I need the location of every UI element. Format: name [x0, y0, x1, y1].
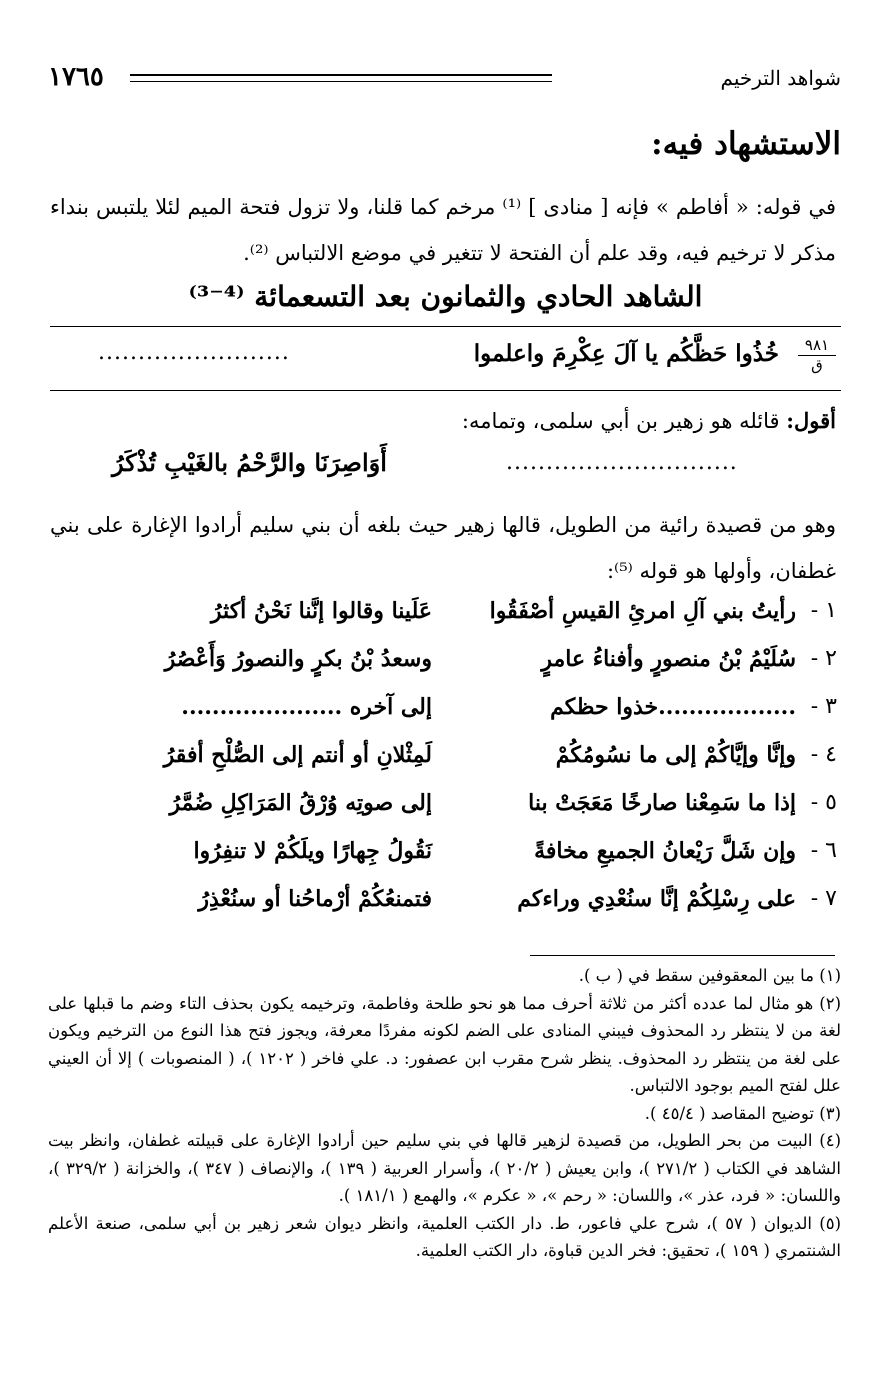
verse-row	[0, 598, 891, 644]
witness-number-bottom: ق	[811, 356, 823, 374]
footnote: (٤) البيت من بحر الطويل، من قصيدة لزهير قالها في بني سليم حين أرادوا الإغارة على قبيلته غطفان، وانظر بيت الشاهد في الكتاب ( ٢٧١/٢ )، وابن يعيش ( ٢٠/٢ )، وأسرار العربية ( ١٣٩ )، والإنصاف ( ٣٤٧ )، والخزانة ( ٣٢٩/٢ )، واللسان: « فرد، عذر »، واللسان: « رحم »، « عكرم »، والهمع ( ١٨١/١ ).	[48, 1131, 841, 1205]
witness-top-rule	[50, 326, 841, 327]
running-title: شواهد الترخيم	[720, 66, 841, 90]
witness-title: الشاهد الحادي والثمانون بعد التسعمائة ⁽⁴⁻³⁾	[188, 280, 703, 313]
verse-second-hemistich: نَقُولُ جِهارًا ويلَكُمْ لا تنفِرُوا	[193, 838, 432, 864]
verse-second-hemistich: وسعدُ بْنُ بكرٍ والنصورُ وَأَعْصُرُ	[164, 646, 432, 672]
verse-row	[0, 646, 891, 692]
footnotes	[48, 962, 841, 1265]
footnote: (٢) هو مثال لما عدده أكثر من ثلاثة أحرف مما هو نحو طلحة وفاطمة، وترخيمه يكون بحذف التاء وضم ما قبلها على لغة من لا ينتظر رد المحذوف فيبني المنادى على الضم لكونه مفردًا معرفة، ويجوز فتح هذا النوع من الترخيم ويكون على لغة من ينتظر رد المحذوف. ينظر شرح مقرب ابن عصفور: د. علي فاخر ( ١٢٠٢ )، ( المنصوبات ) إلا أن العيني علل لفتح الميم بوجود الالتباس.	[48, 993, 841, 1095]
verse-completion: أَوَاصِرَنَا والرَّحْمُ بالغَيْبِ تُذْكَرُ	[112, 448, 387, 477]
footnote-separator	[530, 955, 835, 956]
verse-second-hemistich: لَمِثْلانِ أو أنتم إلى الصُّلْحِ أفقرُ	[163, 742, 432, 768]
footnote: (١) ما بين المعقوفين سقط في ( ب ).	[578, 966, 841, 985]
verse-first-hemistich: إذا ما سَمِعْنا صارخًا مَعَجَتْ بنا	[528, 790, 796, 816]
verse-number: ٤ -	[810, 742, 837, 767]
verse-second-hemistich: فتمنعُكُمْ أرْماحُنا أو سنُعْذِرُ	[198, 886, 432, 912]
intro-label: أقول:	[786, 408, 836, 433]
verse-second-hemistich: إلى آخره .....................	[181, 694, 432, 720]
witness-verse: خُذُوا حَظَّكُم يا آلَ عِكْرِمَ واعلموا	[473, 340, 779, 367]
verse-number: ٢ -	[810, 646, 837, 671]
header-rule	[130, 74, 552, 76]
verse-number: ٦ -	[810, 838, 837, 863]
intro-text: قائله هو زهير بن أبي سلمى، وتمامه:	[461, 409, 787, 433]
section-paragraph: في قوله: « أفاطم » فإنه [ منادى ] ⁽¹⁾ مرخم كما قلنا، ولا تزول فتحة الميم لئلا يلتبس بنداء مذكر لا ترخيم فيه، وقد علم أن الفتحة لا تتغير في موضع الالتباس ⁽²⁾.	[50, 195, 836, 265]
verse-row	[0, 694, 891, 740]
section-heading: الاستشهاد فيه:	[651, 126, 841, 162]
witness-number-top: ٩٨١	[804, 336, 830, 354]
verse-first-hemistich: وإنَّا وإيَّاكُمْ إلى ما نسُومُكُمْ	[555, 742, 796, 768]
verse-row	[0, 838, 891, 884]
verse-first-hemistich: سُلَيْمُ بْنُ منصورٍ وأفناءُ عامرٍ	[541, 646, 796, 672]
commentary-paragraph: وهو من قصيدة رائية من الطويل، قالها زهير حيث بلغه أن بني سليم أرادوا الإغارة على بني غطفان، وأولها هو قوله ⁽⁵⁾:	[50, 513, 836, 583]
verse-first-hemistich: على رِسْلِكُمْ إنَّا سنُعْدِي وراءكم	[517, 886, 796, 912]
footnote: (٣) توضيح المقاصد ( ٤٥/٤ ).	[644, 1103, 841, 1123]
witness-number	[798, 337, 836, 374]
verse-row	[0, 742, 891, 788]
verse-number: ٣ -	[810, 694, 837, 719]
footnote: (٥) الديوان ( ٥٧ )، شرح علي فاعور، ط. دار الكتب العلمية، وانظر ديوان شعر زهير بن أبي سلمى، صنعة الأعلم الشنتمري ( ١٥٩ )، تحقيق: فخر الدين قباوة، دار الكتب العلمية.	[48, 1213, 841, 1260]
verse-number: ٥ -	[810, 790, 837, 815]
verse-row	[0, 886, 891, 932]
witness-bottom-rule	[50, 390, 841, 391]
verse-row	[0, 790, 891, 836]
verse-second-hemistich: عَلَينا وقالوا إنَّنا نَحْنُ أكثرُ	[210, 598, 432, 624]
verse-number: ١ -	[810, 598, 837, 623]
verse-second-hemistich: إلى صوتِه وُرْقُ المَرَاكِلِ ضُمَّرُ	[169, 790, 432, 816]
page-number: ١٧٦٥	[48, 62, 104, 92]
header-rule-double	[130, 81, 552, 82]
verse-first-hemistich: وإن شَلَّ رَيْعانُ الجميعِ مخافةً	[534, 838, 796, 864]
commentary-intro	[462, 408, 836, 433]
verse-completion-dots: .............................	[506, 450, 738, 475]
witness-dots: ........................	[98, 340, 290, 365]
verse-first-hemistich: ..................خذوا حظكم	[550, 694, 796, 720]
verse-number: ٧ -	[810, 886, 837, 911]
verse-first-hemistich: رأيتُ بني آلِ امرئِ القيسِ أصْفَقُوا	[489, 598, 796, 624]
